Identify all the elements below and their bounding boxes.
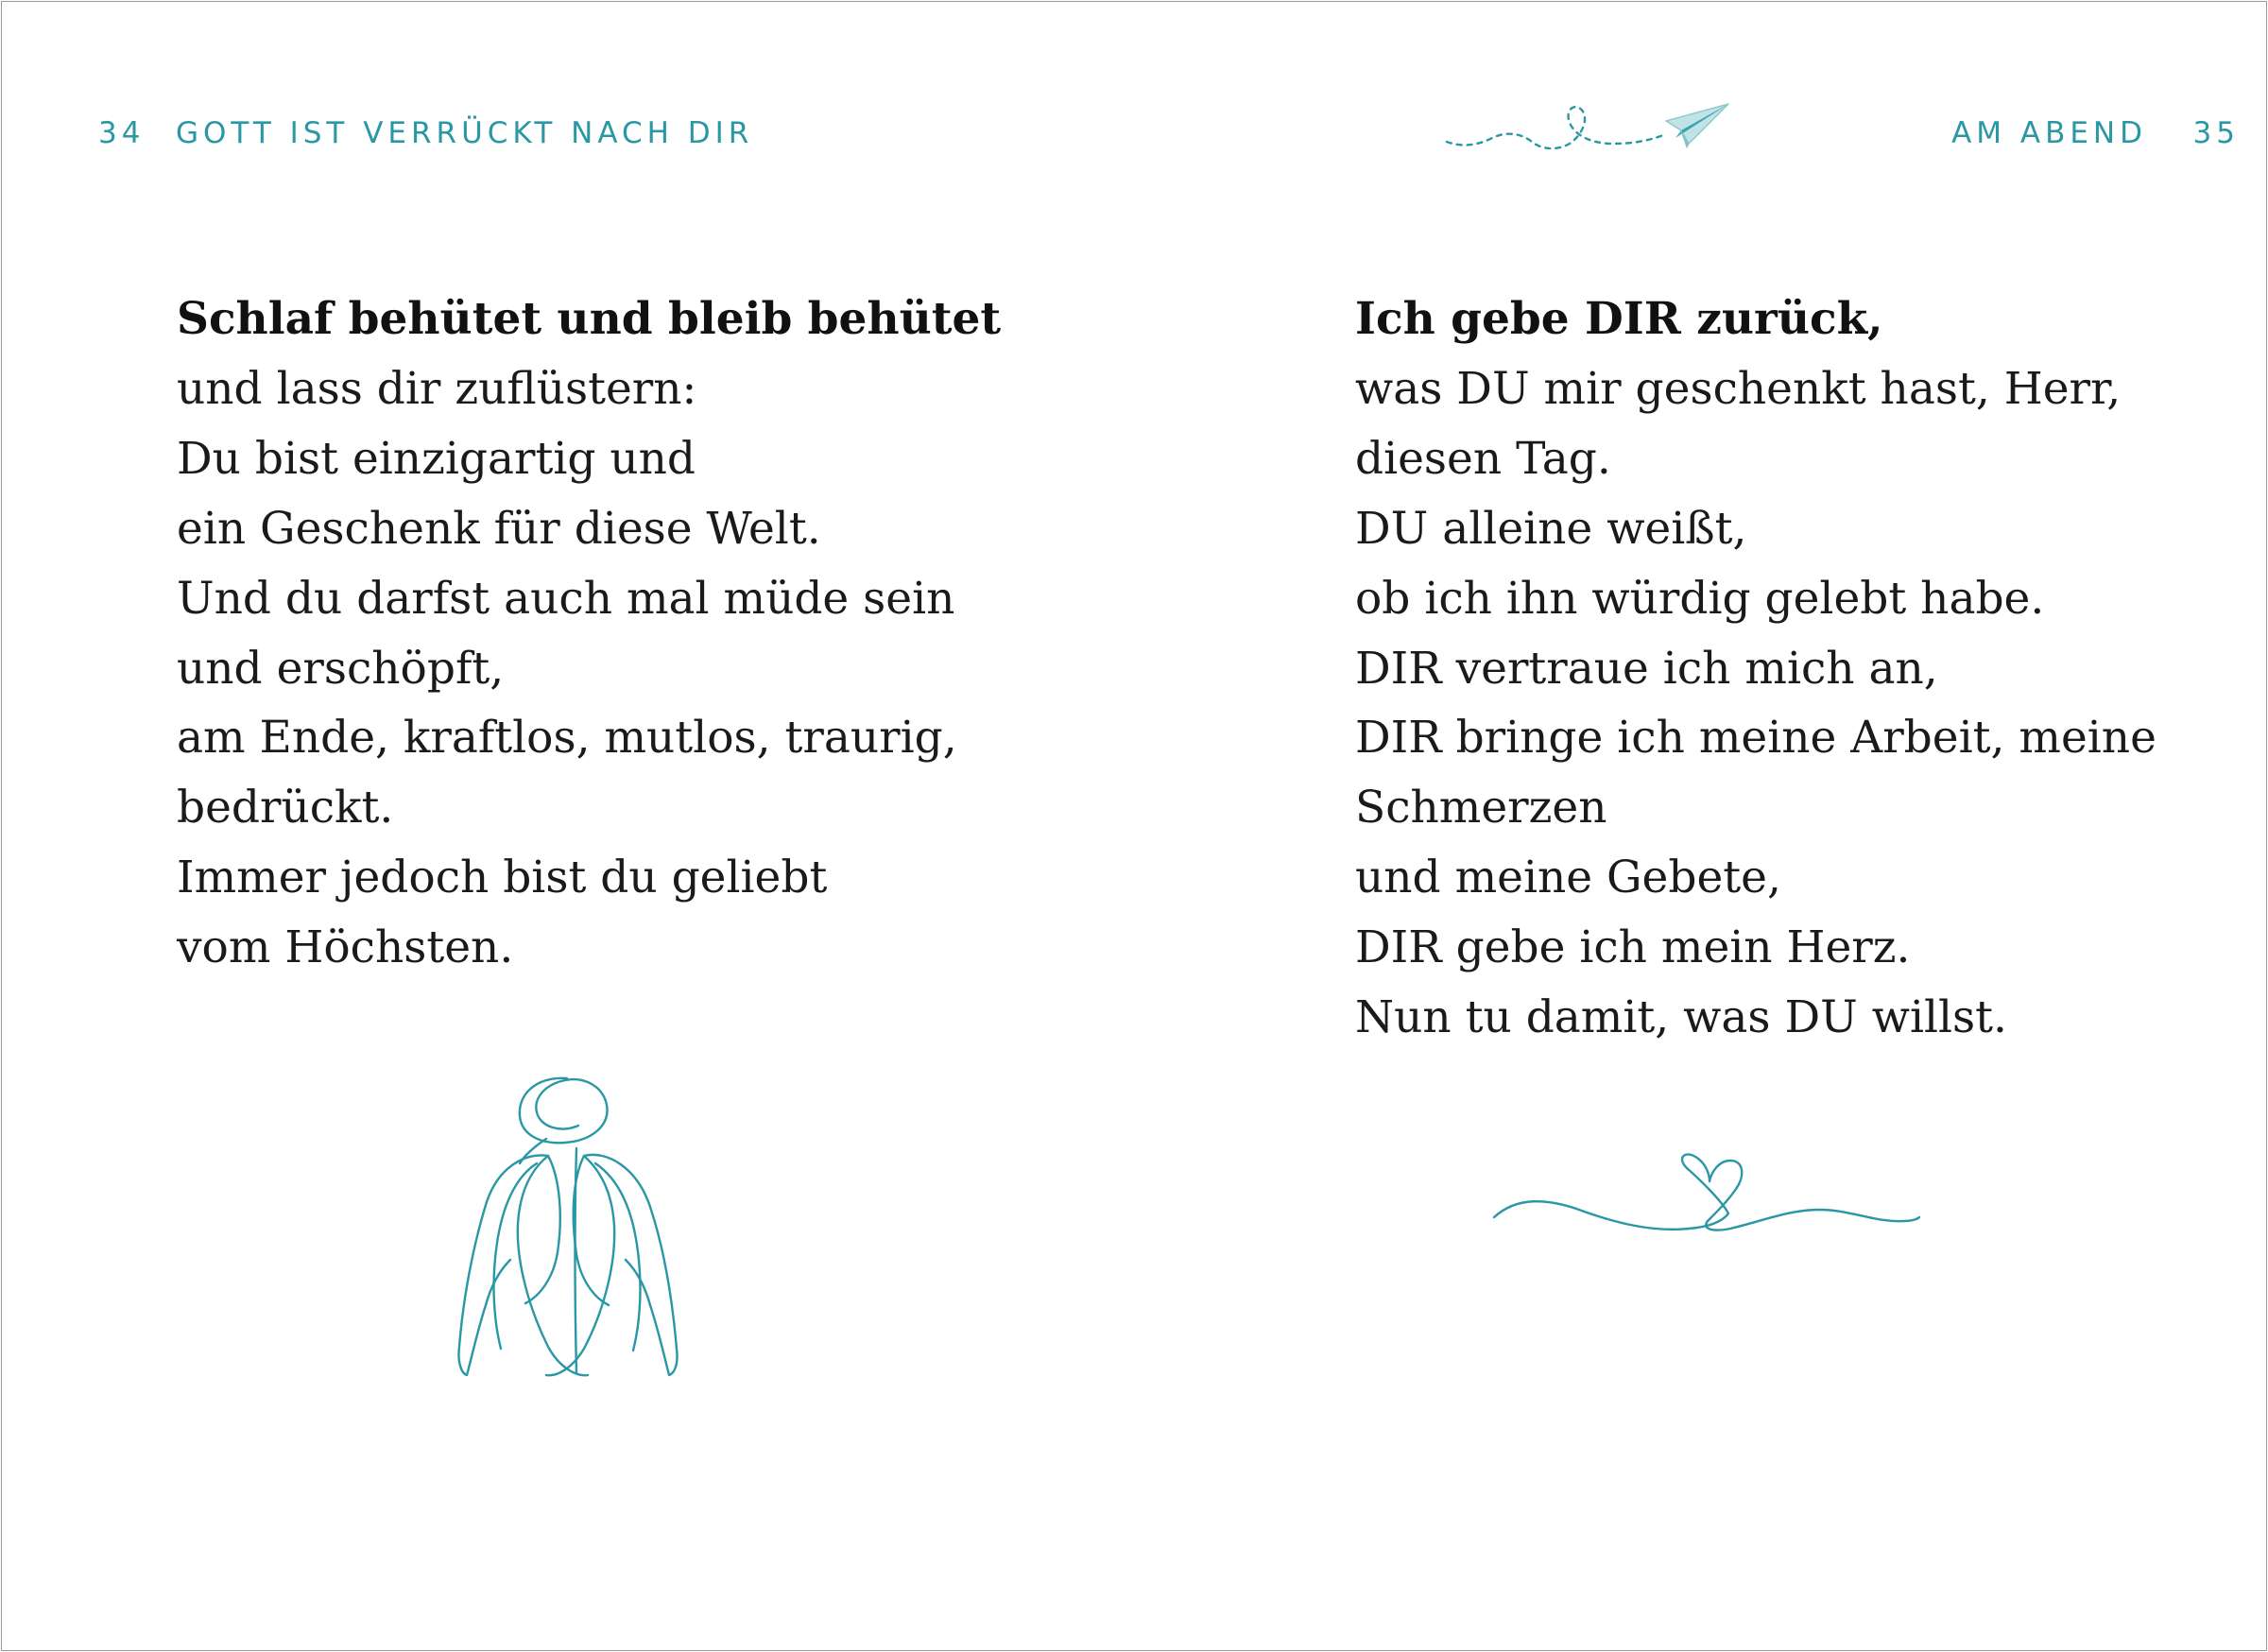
poem-line: Du bist einzigartig und (177, 432, 696, 485)
page-number: 34 (98, 116, 146, 150)
poem-line: Immer jedoch bist du geliebt (177, 852, 828, 904)
poem-line: am Ende, kraftlos, mutlos, traurig, (177, 712, 957, 765)
angel-line-drawing-icon (435, 1073, 699, 1380)
poem-line: und erschöpft, (177, 642, 505, 695)
heart-line-icon (1488, 1153, 1923, 1248)
poem-line: diesen Tag. (1355, 432, 1611, 485)
right-page (1134, 0, 2268, 1652)
poem-line: ob ich ihn würdig gelebt habe. (1355, 572, 2045, 625)
poem-line: bedrückt. (177, 782, 394, 835)
poem-line: Und du darfst auch mal müde sein (177, 572, 955, 625)
poem (1355, 284, 2156, 1053)
poem (177, 284, 1001, 983)
poem-line: DIR gebe ich mein Herz. (1355, 921, 1911, 974)
paper-plane-icon (1441, 96, 1734, 164)
poem-line: Schmerzen (1355, 782, 1607, 835)
poem-line: DIR bringe ich meine Arbeit, meine (1355, 712, 2156, 765)
running-title: GOTT IST VERRÜCKT NACH DIR (176, 116, 754, 150)
poem-line: DU alleine weißt, (1355, 502, 1747, 555)
poem-line: vom Höchsten. (177, 921, 514, 974)
poem-line: und meine Gebete, (1355, 852, 1781, 904)
running-title: AM ABEND (1951, 116, 2147, 150)
poem-line: und lass dir zuflüstern: (177, 362, 697, 415)
poem-line: Nun tu damit, was DU willst. (1355, 991, 2007, 1044)
page-number: 35 (2192, 116, 2240, 150)
poem-first-line: Ich gebe DIR zurück, (1355, 293, 1883, 345)
poem-first-line: Schlaf behütet und bleib behütet (177, 293, 1002, 345)
poem-line: DIR vertraue ich mich an, (1355, 642, 1938, 695)
poem-line: ein Geschenk für diese Welt. (177, 502, 821, 555)
poem-line: was DU mir geschenkt hast, Herr, (1355, 362, 2122, 415)
